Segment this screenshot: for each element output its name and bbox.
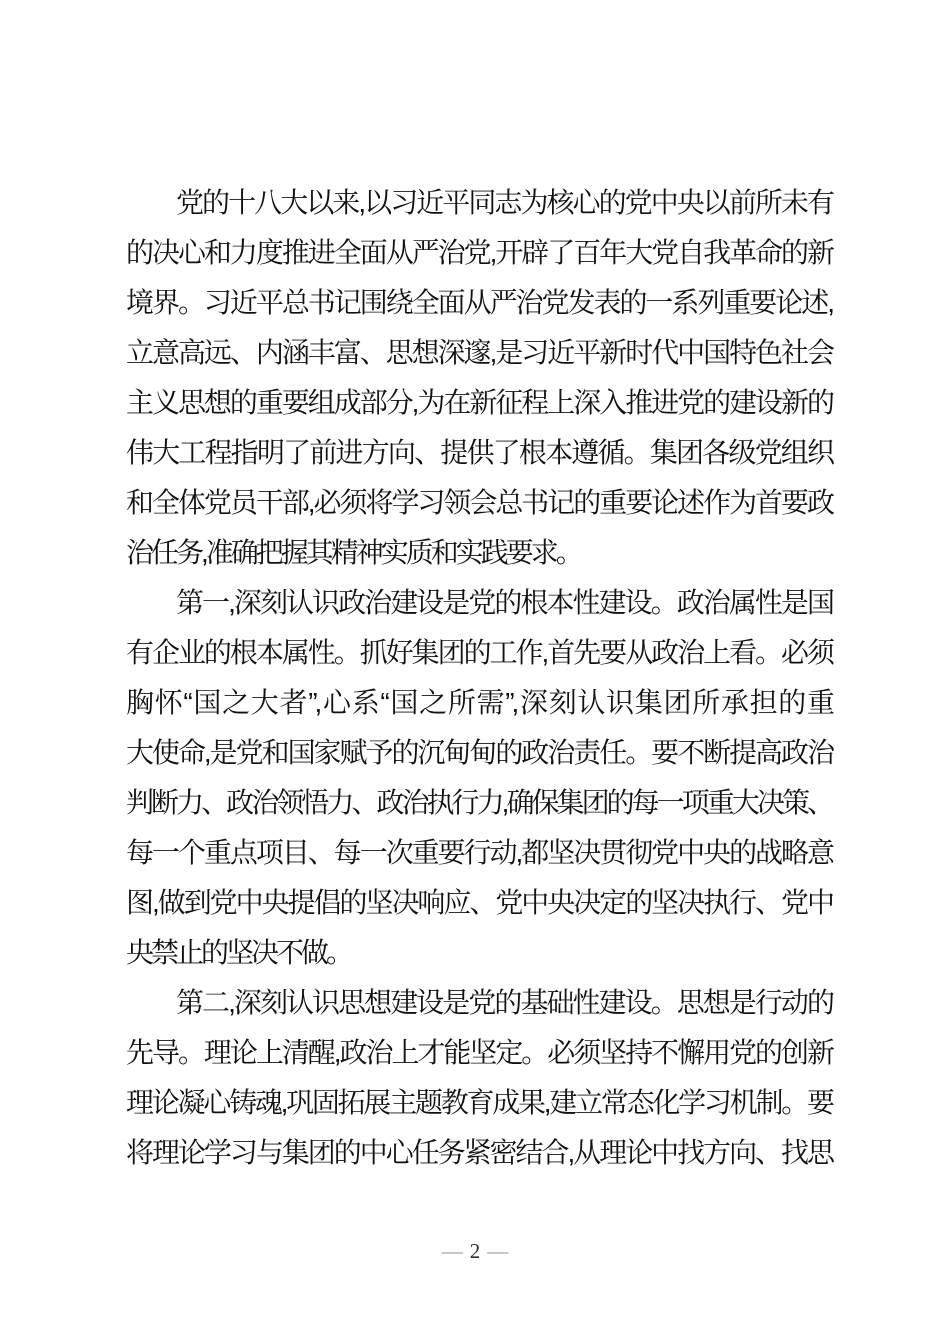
page-number: 2 [469,1239,481,1263]
text-line: 判断力、政治领悟力、政治执行力,确保集团的每一项重大决策、 [126,787,832,818]
text-line: 每一个重点项目、每一次重要行动,都坚决贯彻党中央的战略意 [126,837,832,868]
page-footer [0,1240,950,1263]
text-line: 将理论学习与集团的中心任务紧密结合,从理论中找方向、找思 [126,1137,832,1168]
text-line: 第一,深刻认识政治建设是党的根本性建设。政治属性是国 [176,587,832,618]
text-line: 伟大工程指明了前进方向、提供了根本遵循。集团各级党组织 [126,437,832,468]
text-line: 的决心和力度推进全面从严治党,开辟了百年大党自我革命的新 [126,237,832,268]
text-line: 治任务,准确把握其精神实质和实践要求。 [126,537,581,568]
text-line: 理论凝心铸魂,巩固拓展主题教育成果,建立常态化学习机制。要 [126,1087,832,1118]
text-line: 立意高远、内涵丰富、思想深邃,是习近平新时代中国特色社会 [126,337,832,368]
text-line: 和全体党员干部,必须将学习领会总书记的重要论述作为首要政 [126,487,832,518]
text-line: 大使命,是党和国家赋予的沉甸甸的政治责任。要不断提高政治 [126,737,832,768]
document-body [126,178,832,1178]
text-line: 图,做到党中央提倡的坚决响应、党中央决定的坚决执行、党中 [126,887,832,918]
text-line: 境界。习近平总书记围绕全面从严治党发表的一系列重要论述, [126,287,832,318]
text-line: 有企业的根本属性。抓好集团的工作,首先要从政治上看。必须 [126,637,832,668]
text-line: 第二,深刻认识思想建设是党的基础性建设。思想是行动的 [176,987,832,1018]
text-line: 胸怀“国之大者”,心系“国之所需”,深刻认识集团所承担的重 [126,687,832,718]
text-line: 央禁止的坚决不做。 [126,937,352,968]
text-line: 主义思想的重要组成部分,为在新征程上深入推进党的建设新的 [126,387,832,418]
text-line: 先导。理论上清醒,政治上才能坚定。必须坚持不懈用党的创新 [126,1037,832,1068]
footer-dash-left: — [441,1239,463,1263]
text-line: 党的十八大以来,以习近平同志为核心的党中央以前所未有 [176,187,832,218]
footer-dash-right: — [487,1239,509,1263]
